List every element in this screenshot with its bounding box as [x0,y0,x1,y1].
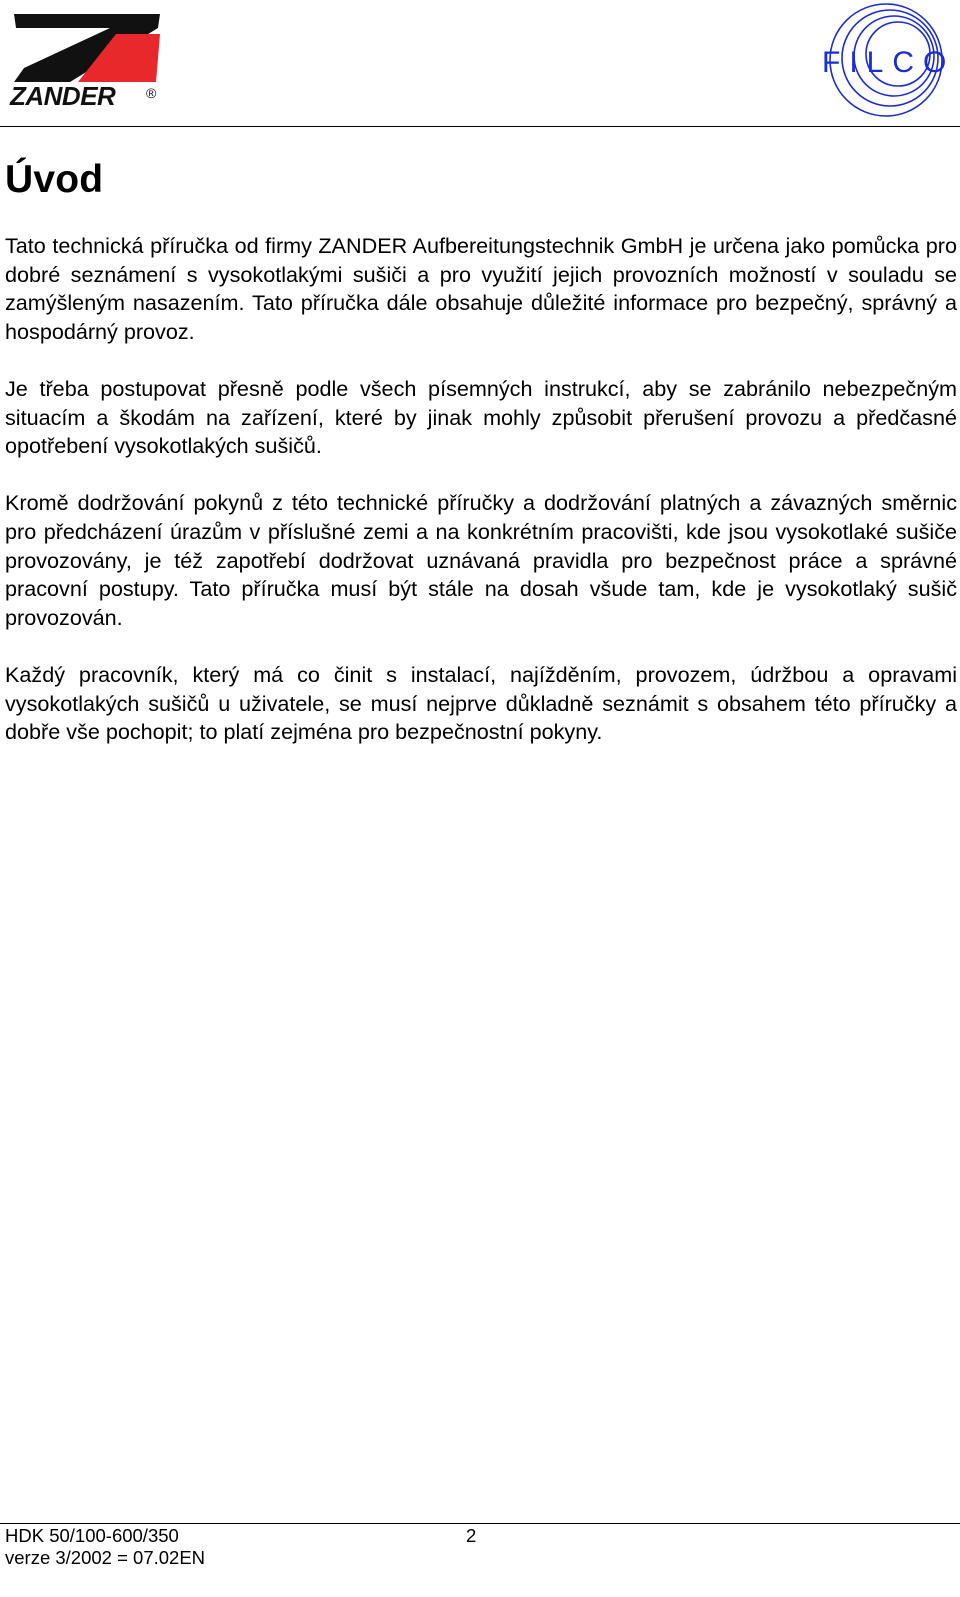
footer-version: verze 3/2002 = 07.02EN [5,1547,206,1568]
filco-wordmark: FILCO [822,46,956,79]
filco-logo [820,2,956,120]
paragraph-1: Tato technická příručka od firmy ZANDER Aufbereitungstechnik GmbH je určena jako pomůcka pro dobré seznámení s vysokotlakými sušiči a pro využití jejich provozních možností v souladu se zamýšleným nasazením. Tato příručka dále obsahuje důležité informace pro bezpečný, správný a hospodárný provoz. [5,233,957,344]
zander-z-logo-icon [14,14,160,82]
page-header [0,0,960,128]
zander-logo [8,12,168,112]
paragraph-2: Je třeba postupovat přesně podle všech písemných instrukcí, aby se zabránilo nebezpečným situacím a škodám na zařízení, které by jinak mohly způsobit přerušení provozu a předčasné opotřebení vysokotlakých sušičů. [5,375,957,459]
footer-model: HDK 50/100-600/350 [5,1525,179,1546]
registered-mark: ® [146,85,157,101]
header-divider [0,126,960,127]
zander-wordmark: ZANDER [10,81,116,111]
page-footer [5,1525,955,1569]
page-title: Úvod [5,158,104,201]
paragraph-4: Každý pracovník, který má co činit s instalací, najížděním, provozem, údržbou a opravami vysokotlakých sušičů u uživatele, se musí nejprve důkladně seznámit s obsahem této příručky a dobře vše pochopit; to platí zejména pro bezpečnostní pokyny. [5,661,957,745]
document-body [5,232,957,775]
paragraph-3: Kromě dodržování pokynů z této technické příručky a dodržování platných a závazných směrnic pro předcházení úrazům v příslušné zemi a na konkrétním pracovišti, kde jsou vysokotlaké sušiče provozovány, je též zapotřebí dodržovat uznávaná pravidla pro bezpečnost práce a správné pracovní postupy. Tato příručka musí být stále na dosah všude tam, kde je vysokotlaký sušič provozován. [5,490,957,630]
footer-divider [0,1523,960,1524]
page-number: 2 [466,1525,477,1546]
